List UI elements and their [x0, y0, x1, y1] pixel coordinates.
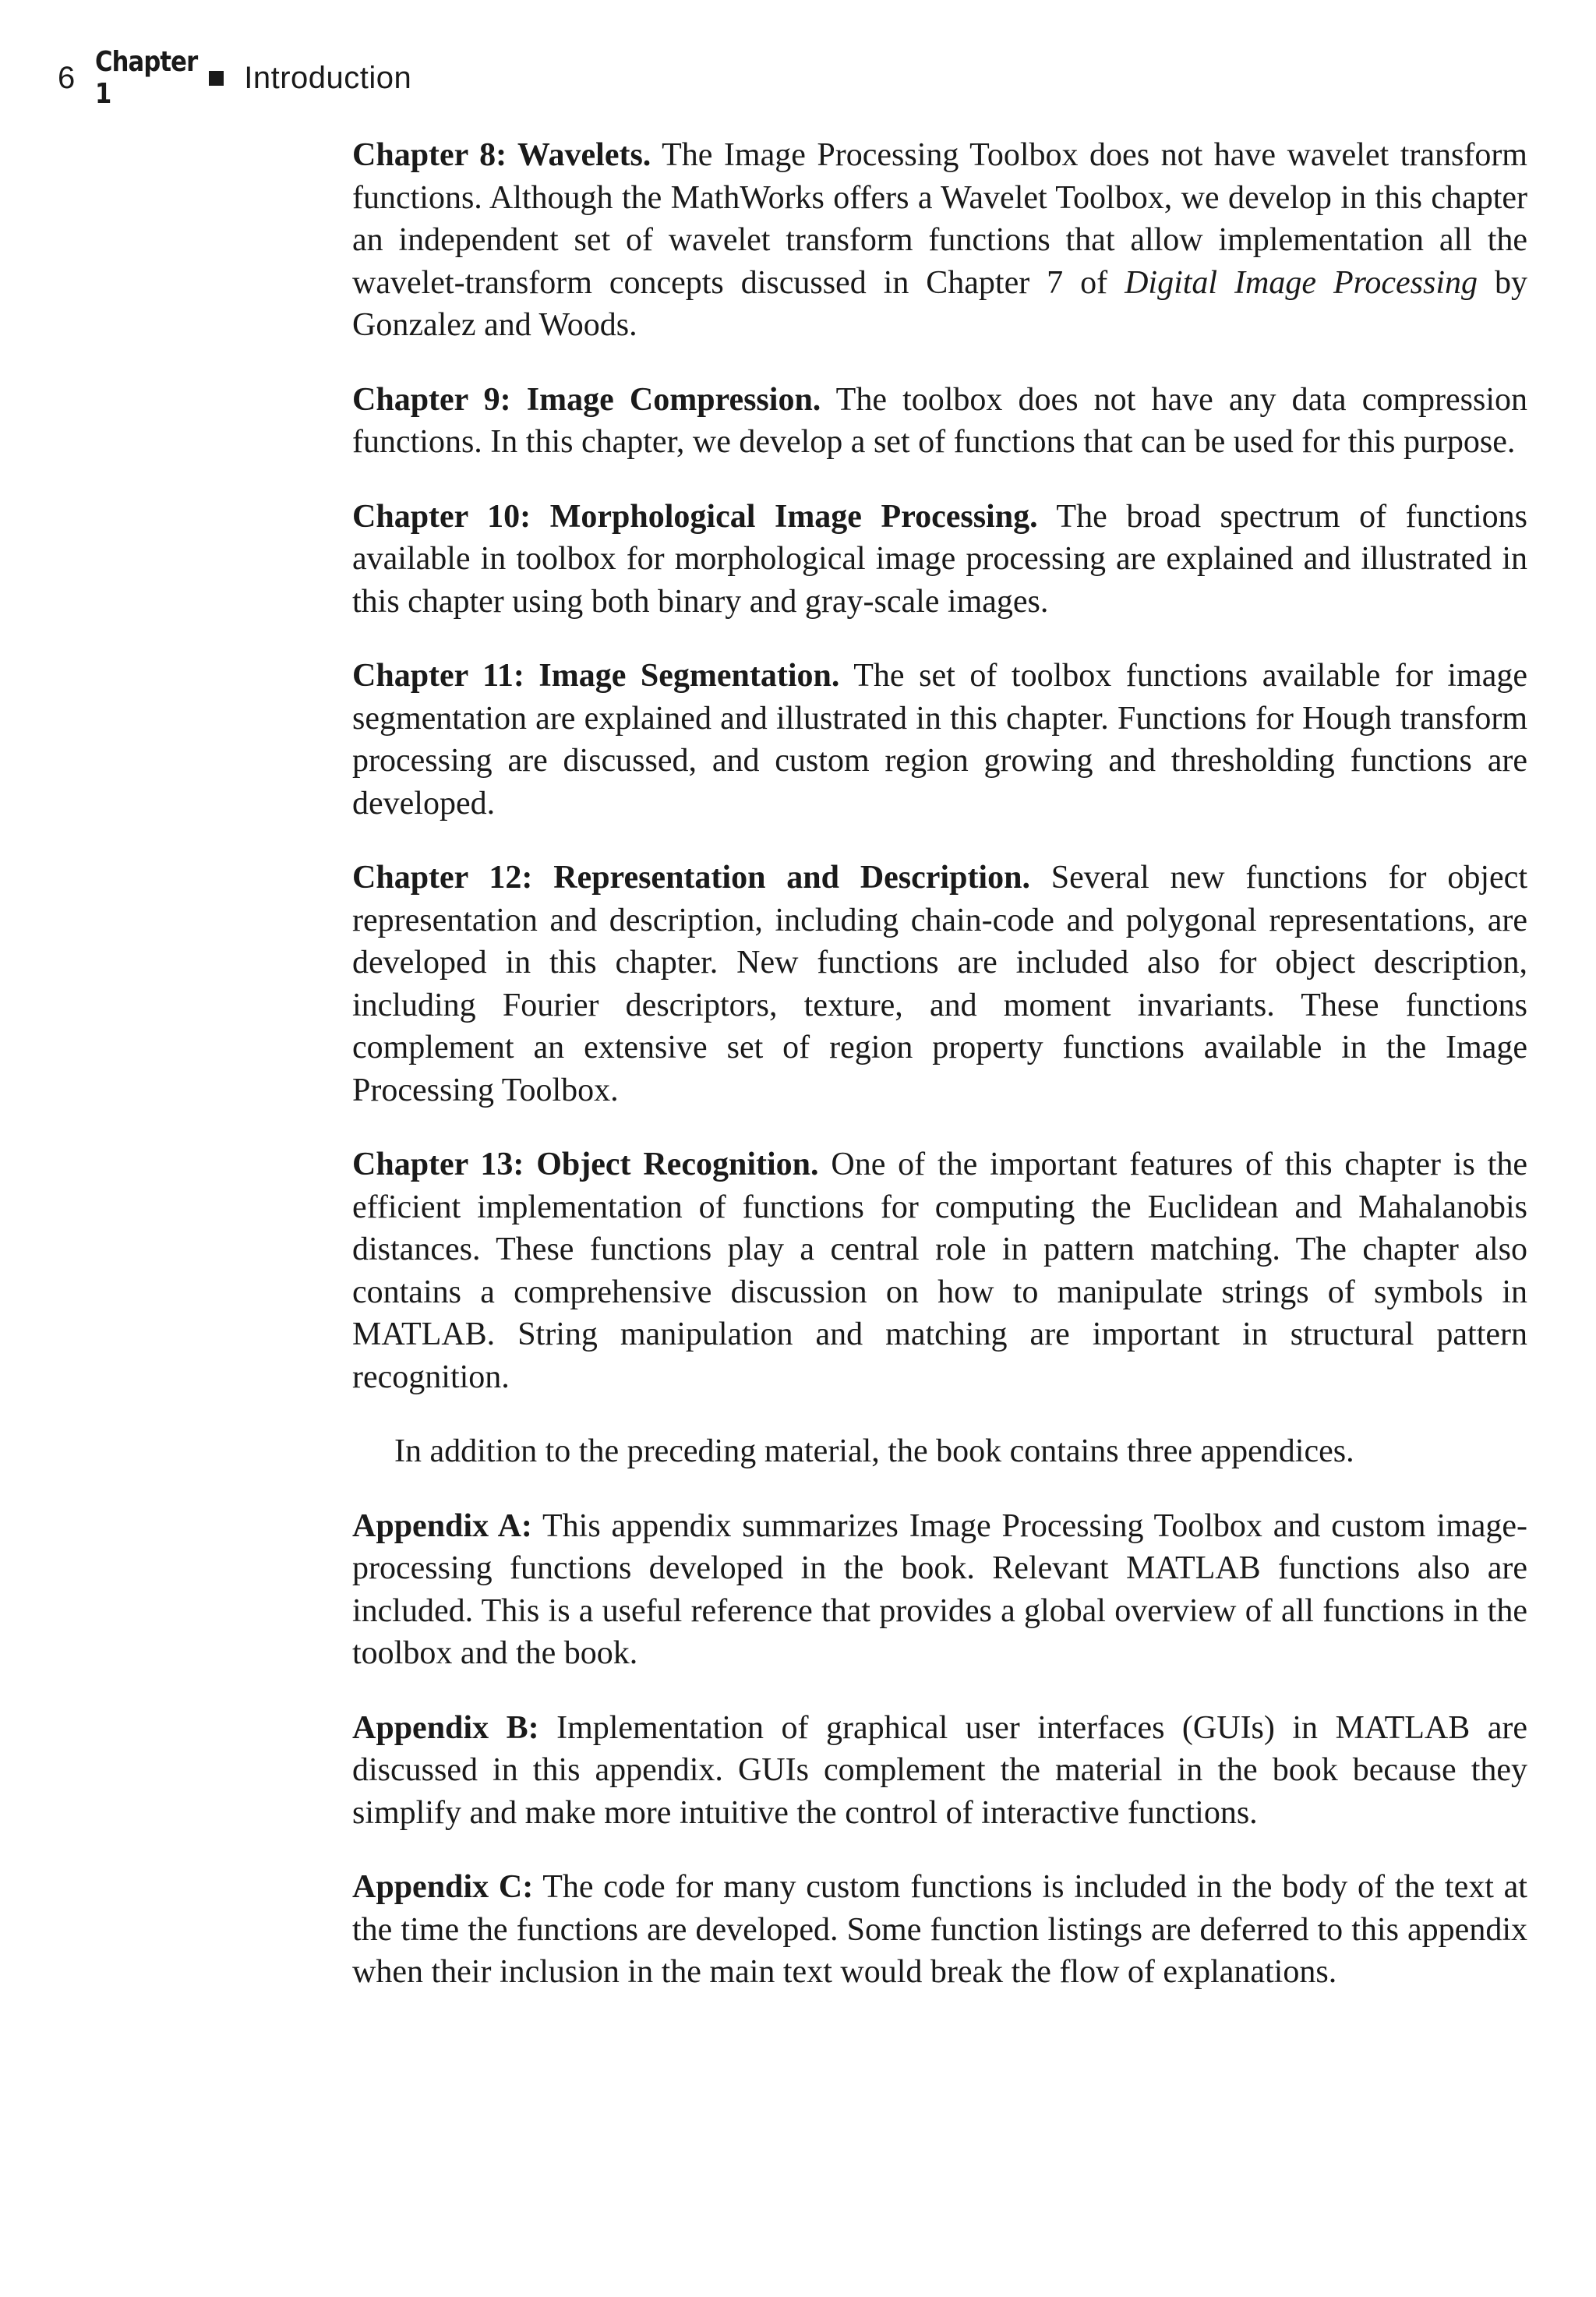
- book-title: Digital Image Processing: [1125, 264, 1478, 301]
- paragraph-appendix-a: [352, 1505, 1527, 1675]
- page-body: [352, 134, 1527, 2026]
- paragraph-heading: Chapter 12: Representation and Description.: [352, 860, 1030, 896]
- paragraph-chapter-11: [352, 655, 1527, 825]
- paragraph-text: The toolbox does not have any data compression functions. In this chapter, we develop a set of functions that can be used for this purpose.: [352, 381, 1527, 460]
- page-number: 6: [58, 60, 76, 95]
- paragraph-text: The code for many custom functions is included in the body of the text at the time the functions are developed. Some function listings are deferred to this appendix when their inclusion in the main text would break the flow of explanations.: [352, 1869, 1527, 1990]
- paragraph-appendices-intro: In addition to the preceding material, the book contains three appendices.: [394, 1433, 1354, 1469]
- paragraph-heading: Chapter 10: Morphological Image Processing.: [352, 498, 1038, 535]
- paragraph-heading: Chapter 9: Image Compression.: [352, 381, 821, 418]
- paragraph-text: One of the important features of this chapter is the efficient implementation of functions for computing the Euclidean and Mahalanobis distances. These functions play a central role in pattern matching. The chapter also contains a comprehensive discussion on how to manipulate strings of symbols in MATLAB. String manipulation and matching are important in structural pattern recognition.: [352, 1147, 1527, 1395]
- paragraph-text: This appendix summarizes Image Processing Toolbox and custom image-processing functions developed in the book. Relevant MATLAB functions also are included. This is a useful reference that provides a global overview of all functions in the toolbox and the book.: [352, 1507, 1528, 1671]
- paragraph-text: by Gonzalez and Woods.: [352, 264, 1527, 343]
- running-head: [58, 46, 412, 110]
- paragraph-chapter-13: [352, 1143, 1527, 1398]
- paragraph-chapter-8: [352, 134, 1527, 347]
- paragraph-heading: Appendix A:: [352, 1507, 532, 1544]
- paragraph-chapter-12: [352, 857, 1527, 1111]
- paragraph-heading: Appendix C:: [352, 1869, 534, 1905]
- paragraph-text: Implementation of graphical user interfaces (GUIs) in MATLAB are discussed in this appendix. GUIs complement the material in the book because they simplify and make more intuitive the control of interactive functions.: [352, 1709, 1527, 1831]
- section-name: Introduction: [244, 60, 412, 95]
- paragraph-heading: Appendix B:: [352, 1709, 539, 1746]
- paragraph-text: The set of toolbox functions available for image segmentation are explained and illustrated in this chapter. Functions for Hough transform processing are discussed, and custom region growing and thresholding functions are developed.: [352, 658, 1528, 822]
- chapter-label: Chapter 1: [95, 46, 198, 110]
- square-bullet-icon: [209, 71, 224, 86]
- paragraph-heading: Chapter 13: Object Recognition.: [352, 1147, 819, 1182]
- paragraph-appendix-c: [352, 1866, 1527, 1994]
- paragraph-text: The broad spectrum of functions available in toolbox for morphological image processing are explained and illustrated in this chapter using both binary and gray-scale images.: [352, 498, 1527, 620]
- paragraph-heading: Chapter 8: Wavelets.: [352, 137, 651, 173]
- paragraph-heading: Chapter 11: Image Segmentation.: [352, 658, 840, 694]
- paragraph-appendix-b: [352, 1707, 1527, 1835]
- paragraph-chapter-9: [352, 379, 1527, 464]
- paragraph-text: The Image Processing Toolbox does not have wavelet transform functions. Although the MathWorks offers a Wavelet Toolbox, we develop in this chapter an independent set of wavelet transform functions that allow implementation all the wavelet-transform concepts discussed in Chapter 7 of: [352, 137, 1527, 301]
- paragraph-text: Several new functions for object representation and description, including chain-code and polygonal representations, are developed in this chapter. New functions are included also for object description, including Fourier descriptors, texture, and moment invariants. These functions complement an extensive set of region property functions available in the Image Processing Toolbox.: [352, 860, 1527, 1108]
- paragraph-chapter-10: [352, 496, 1527, 624]
